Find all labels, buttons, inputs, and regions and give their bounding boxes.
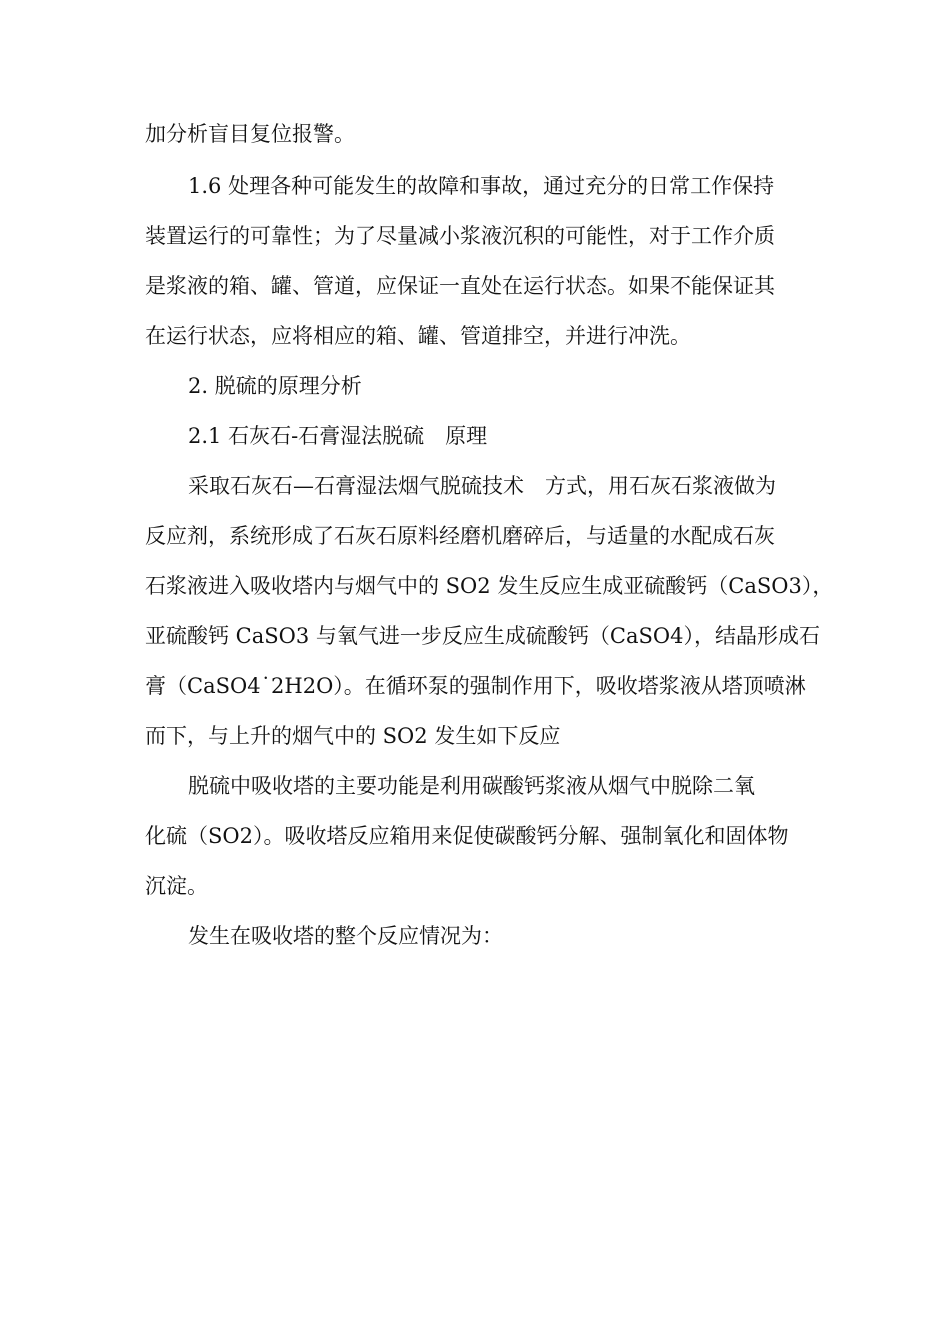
text-line: 在运行状态，应将相应的箱、罐、管道排空，并进行冲洗。 <box>145 324 691 348</box>
subsection-heading: 2.1 石灰石-石膏湿法脱硫 原理 <box>188 424 488 448</box>
text-line: 膏（CaSO4˙2H2O）。在循环泵的强制作用下，吸收塔浆液从塔顶喷淋 <box>145 674 806 698</box>
text-line: 亚硫酸钙 CaSO3 与氧气进一步反应生成硫酸钙（CaSO4），结晶形成石 <box>145 624 820 648</box>
text-line: 装置运行的可靠性；为了尽量减小浆液沉积的可能性，对于工作介质 <box>145 224 775 248</box>
text-line: 发生在吸收塔的整个反应情况为： <box>188 924 503 948</box>
section-heading: 2. 脱硫的原理分析 <box>188 374 362 398</box>
text-line: 1.6 处理各种可能发生的故障和事故，通过充分的日常工作保持 <box>188 174 775 198</box>
text-line: 反应剂，系统形成了石灰石原料经磨机磨碎后，与适量的水配成石灰 <box>145 524 775 548</box>
text-line: 采取石灰石—石膏湿法烟气脱硫技术 方式，用石灰石浆液做为 <box>188 474 776 498</box>
text-line: 加分析盲目复位报警。 <box>145 122 355 146</box>
text-line: 沉淀。 <box>145 874 208 898</box>
text-line: 石浆液进入吸收塔内与烟气中的 SO2 发生反应生成亚硫酸钙（CaSO3）， <box>145 574 834 598</box>
text-line: 是浆液的箱、罐、管道，应保证一直处在运行状态。如果不能保证其 <box>145 274 775 298</box>
text-line: 化硫（SO2）。吸收塔反应箱用来促使碳酸钙分解、强制氧化和固体物 <box>145 824 789 848</box>
text-line: 脱硫中吸收塔的主要功能是利用碳酸钙浆液从烟气中脱除二氧 <box>188 774 755 798</box>
text-line: 而下，与上升的烟气中的 SO2 发生如下反应 <box>145 724 561 748</box>
